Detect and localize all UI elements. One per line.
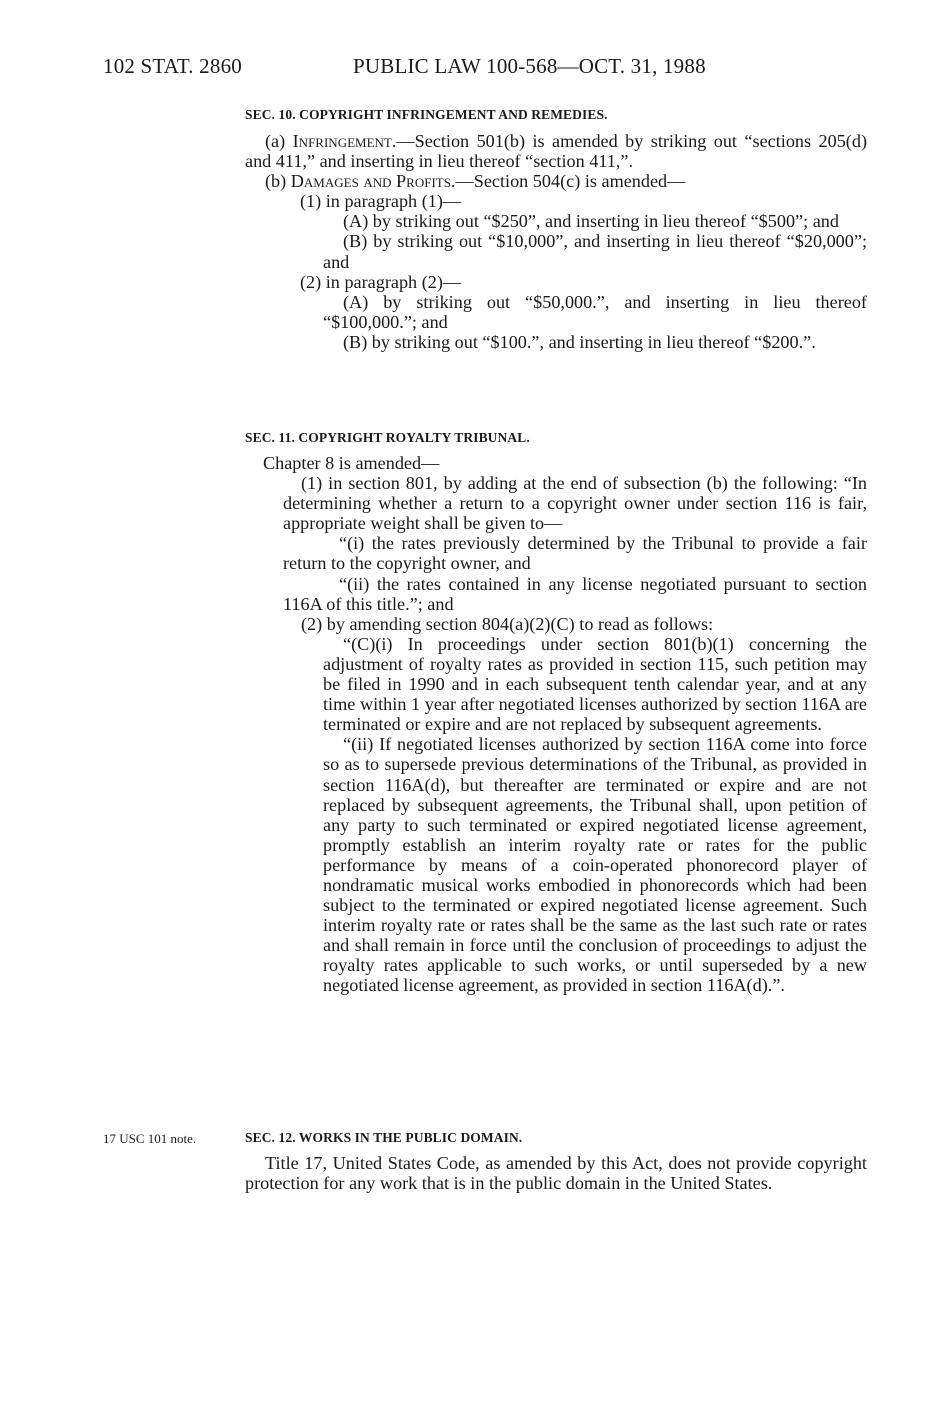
stat-page-number: 102 STAT. 2860 — [103, 54, 242, 78]
section-10-body — [245, 131, 867, 352]
paragraph-2-A: (A) by striking out “$50,000.”, and inserting in lieu thereof “$100,000.”; and — [323, 291, 867, 332]
item-1: (1) in section 801, by adding at the end of subsection (b) the following: “In determining whether a return to a copyright owner under section 116 is fair, appropriate weight shall be given to— — [283, 473, 867, 534]
paragraph-2-B: (B) by striking out “$100.”, and inserting in lieu thereof “$200.”. — [343, 331, 816, 352]
section-11-heading: SEC. 11. COPYRIGHT ROYALTY TRIBUNAL. — [245, 430, 530, 445]
section-12-text: Title 17, United States Code, as amended by this Act, does not provide copyright protection for any work that is in the public domain in the United States. — [245, 1153, 867, 1194]
paragraph-1: (1) in paragraph (1)— — [300, 191, 462, 212]
item-1-ii: “(ii) the rates contained in any license negotiated pursuant to section 116A of this title.”; and — [283, 573, 867, 614]
paragraph-2: (2) in paragraph (2)— — [300, 271, 462, 292]
section-12-body — [245, 1153, 867, 1193]
margin-citation-note: 17 USC 101 note. — [103, 1131, 197, 1146]
section-10-heading: SEC. 10. COPYRIGHT INFRINGEMENT AND REMEDIES. — [245, 107, 608, 122]
section-12-heading: SEC. 12. WORKS IN THE PUBLIC DOMAIN. — [245, 1130, 523, 1145]
chapter-intro: Chapter 8 is amended— — [263, 453, 440, 473]
subsection-b: (b) Damages and Profits.—Section 504(c) is amended— — [265, 171, 686, 192]
running-header: PUBLIC LAW 100-568—OCT. 31, 1988 — [353, 54, 706, 78]
paragraph-1-B: (B) by striking out “$10,000”, and inserting in lieu thereof “$20,000”; and — [323, 231, 867, 272]
subsection-a-title: Infringement — [292, 131, 392, 151]
quoted-C-ii: “(ii) If negotiated licenses authorized by section 116A come into force so as to supersede previous determinations of the Tribunal, as provided in section 116A(d), but thereafter are terminated or expire and are not replaced by subsequent agreements, the Tribunal shall, upon petition of any party to such terminated or expired negotiated license agreement, promptly establish an interim royalty rate or rates for the public performance by means of a coin-operated phonorecord player of nondramatic musical works embodied in phonorecords which had been subject to the terminated or expired negotiated license agreement. Such interim royalty rate or rates shall be the same as the last such rate or rates and shall remain in force until the conclusion of proceedings to adjust the royalty rates applicable to such works, or until superseded by a new negotiated license agreement, as provided in section 116A(d).”. — [323, 734, 867, 996]
subsection-b-title: Damages and Profits — [290, 171, 451, 192]
subsection-a: (a) Infringement.—Section 501(b) is amended by striking out “sections 205(d) and 411,” and inserting in lieu thereof “section 411,”. — [245, 131, 868, 172]
item-2: (2) by amending section 804(a)(2)(C) to read as follows: — [301, 613, 714, 634]
paragraph-1-A: (A) by striking out “$250”, and inserting in lieu thereof “$500”; and — [343, 211, 839, 232]
quoted-C-i: “(C)(i) In proceedings under section 801(b)(1) concerning the adjustment of royalty rates as provided in section 115, such petition may be filed in 1990 and in each subsequent tenth calendar year, and at any time within 1 year after negotiated licenses authorized by section 116A are terminated or expire and are not replaced by subsequent agreements. — [323, 633, 867, 735]
section-11-body — [245, 453, 867, 996]
item-1-i: “(i) the rates previously determined by the Tribunal to provide a fair return to the copyright owner, and — [283, 533, 867, 574]
